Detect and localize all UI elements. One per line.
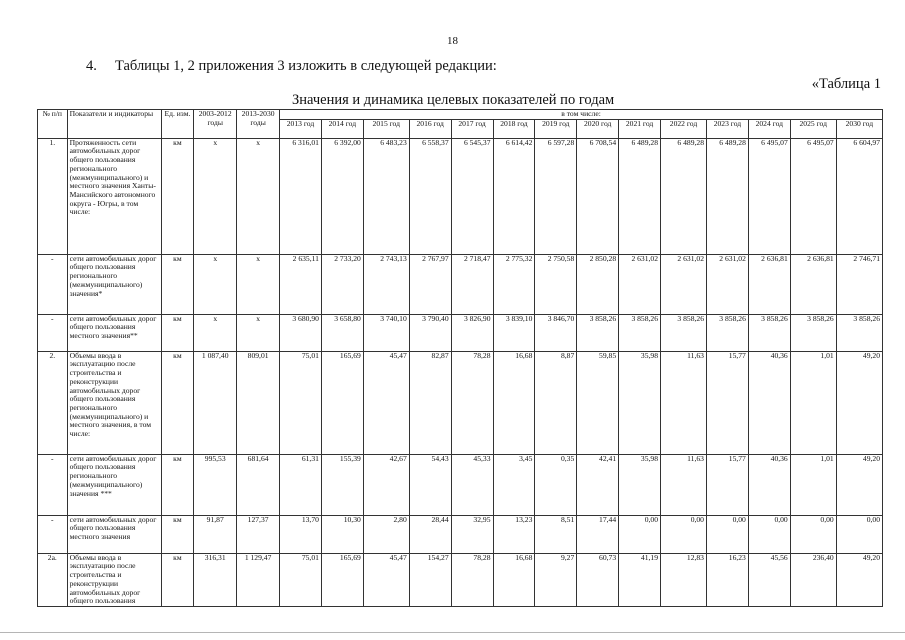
table-row xyxy=(38,351,883,454)
year-value: 0,35 xyxy=(535,454,577,515)
year-value: 40,36 xyxy=(748,454,790,515)
year-value: 2 767,97 xyxy=(409,254,451,314)
year-value: 60,73 xyxy=(577,553,619,606)
row-number: - xyxy=(38,254,68,314)
year-value: 6 558,37 xyxy=(409,138,451,254)
period-2013-2030-value: х xyxy=(237,254,280,314)
year-value: 2 631,02 xyxy=(706,254,748,314)
year-value: 15,77 xyxy=(706,351,748,454)
instruction-text: 4. Таблицы 1, 2 приложения 3 изложить в следующей редакции: xyxy=(86,58,497,74)
year-value: 2 631,02 xyxy=(619,254,661,314)
header-period-2003-2012: 2003-2012 годы xyxy=(194,110,237,139)
header-period-2013-2030: 2013-2030 годы xyxy=(237,110,280,139)
header-num: № п/п xyxy=(38,110,68,139)
table-row xyxy=(38,454,883,515)
header-year: 2017 год xyxy=(451,119,493,138)
year-value: 9,27 xyxy=(535,553,577,606)
year-value: 13,70 xyxy=(280,515,322,553)
period-2003-2012-value: х xyxy=(194,314,237,351)
period-2003-2012-value: 995,53 xyxy=(194,454,237,515)
period-2013-2030-value: 809,01 xyxy=(237,351,280,454)
year-value: 13,23 xyxy=(493,515,535,553)
year-value: 45,56 xyxy=(748,553,790,606)
year-value: 3 858,26 xyxy=(661,314,707,351)
table-row xyxy=(38,553,883,606)
year-value: 17,44 xyxy=(577,515,619,553)
year-value: 45,33 xyxy=(451,454,493,515)
year-value: 28,44 xyxy=(409,515,451,553)
year-value: 16,68 xyxy=(493,553,535,606)
row-number: - xyxy=(38,454,68,515)
unit-cell: км xyxy=(161,138,194,254)
unit-cell: км xyxy=(161,515,194,553)
year-value: 2 746,71 xyxy=(836,254,882,314)
year-value: 35,98 xyxy=(619,351,661,454)
year-value: 32,95 xyxy=(451,515,493,553)
row-number: 1. xyxy=(38,138,68,254)
table-label: «Таблица 1 xyxy=(811,76,881,92)
unit-cell: км xyxy=(161,553,194,606)
year-value: 2 718,47 xyxy=(451,254,493,314)
year-value: 54,43 xyxy=(409,454,451,515)
unit-cell: км xyxy=(161,254,194,314)
year-value: 6 392,00 xyxy=(321,138,363,254)
year-value: 3 790,40 xyxy=(409,314,451,351)
year-value: 78,28 xyxy=(451,351,493,454)
year-value: 2 733,20 xyxy=(321,254,363,314)
year-value: 2 775,32 xyxy=(493,254,535,314)
year-value: 6 495,07 xyxy=(748,138,790,254)
year-value: 3 740,10 xyxy=(363,314,409,351)
year-value: 82,87 xyxy=(409,351,451,454)
year-value: 3 826,90 xyxy=(451,314,493,351)
year-value: 3 858,26 xyxy=(706,314,748,351)
year-value: 78,28 xyxy=(451,553,493,606)
year-value: 236,40 xyxy=(790,553,836,606)
year-value: 40,36 xyxy=(748,351,790,454)
indicator-name: сети автомобильных дорог общего пользования регионального (межмуниципального) значения* xyxy=(67,254,161,314)
table-title: Значения и динамика целевых показателей по годам xyxy=(292,92,615,108)
year-value: 8,87 xyxy=(535,351,577,454)
year-value: 2 850,28 xyxy=(577,254,619,314)
year-value: 12,83 xyxy=(661,553,707,606)
period-2013-2030-value: х xyxy=(237,314,280,351)
page-number: 18 xyxy=(447,35,458,47)
year-value: 49,20 xyxy=(836,454,882,515)
period-2003-2012-value: х xyxy=(194,254,237,314)
header-year: 2016 год xyxy=(409,119,451,138)
year-value: 6 483,23 xyxy=(363,138,409,254)
header-year: 2025 год xyxy=(790,119,836,138)
year-value: 6 489,28 xyxy=(706,138,748,254)
indicators-table xyxy=(37,109,883,607)
year-value: 6 489,28 xyxy=(619,138,661,254)
indicator-name: сети автомобильных дорог общего пользования местного значения xyxy=(67,515,161,553)
table-row xyxy=(38,254,883,314)
header-subtotal: в том числе: xyxy=(280,110,883,120)
year-value: 0,00 xyxy=(619,515,661,553)
year-value: 155,39 xyxy=(321,454,363,515)
year-value: 16,68 xyxy=(493,351,535,454)
table-row xyxy=(38,138,883,254)
header-year: 2023 год xyxy=(706,119,748,138)
year-value: 2,80 xyxy=(363,515,409,553)
year-value: 6 545,37 xyxy=(451,138,493,254)
year-value: 6 614,42 xyxy=(493,138,535,254)
header-year: 2015 год xyxy=(363,119,409,138)
year-value: 6 495,07 xyxy=(790,138,836,254)
header-year: 2024 год xyxy=(748,119,790,138)
year-value: 6 316,01 xyxy=(280,138,322,254)
year-value: 3 846,70 xyxy=(535,314,577,351)
header-year: 2021 год xyxy=(619,119,661,138)
row-number: 2. xyxy=(38,351,68,454)
year-value: 3 858,26 xyxy=(836,314,882,351)
period-2013-2030-value: 681,64 xyxy=(237,454,280,515)
unit-cell: км xyxy=(161,454,194,515)
year-value: 0,00 xyxy=(706,515,748,553)
header-year: 2018 год xyxy=(493,119,535,138)
header-year: 2030 год xyxy=(836,119,882,138)
year-value: 154,27 xyxy=(409,553,451,606)
table-row xyxy=(38,314,883,351)
year-value: 3 858,26 xyxy=(790,314,836,351)
year-value: 3,45 xyxy=(493,454,535,515)
year-value: 10,30 xyxy=(321,515,363,553)
year-value: 2 636,81 xyxy=(790,254,836,314)
indicator-name: сети автомобильных дорог общего пользования местного значения** xyxy=(67,314,161,351)
year-value: 8,51 xyxy=(535,515,577,553)
year-value: 41,19 xyxy=(619,553,661,606)
period-2013-2030-value: 127,37 xyxy=(237,515,280,553)
header-year: 2019 год xyxy=(535,119,577,138)
year-value: 2 743,13 xyxy=(363,254,409,314)
year-value: 1,01 xyxy=(790,351,836,454)
year-value: 2 636,81 xyxy=(748,254,790,314)
year-value: 0,00 xyxy=(661,515,707,553)
row-number: - xyxy=(38,314,68,351)
year-value: 3 858,26 xyxy=(619,314,661,351)
page-bottom-rule xyxy=(0,632,905,633)
year-value: 2 750,58 xyxy=(535,254,577,314)
indicator-name: Объемы ввода в эксплуатацию после строительства и реконструкции автомобильных дорог общего пользования xyxy=(67,553,161,606)
year-value: 2 635,11 xyxy=(280,254,322,314)
indicator-name: Протяженность сети автомобильных дорог общего пользования регионального (межмуниципального) и местного значения Ханты-Мансийского автономного округа - Югры, в том числе: xyxy=(67,138,161,254)
period-2003-2012-value: 316,31 xyxy=(194,553,237,606)
year-value: 0,00 xyxy=(790,515,836,553)
year-value: 3 858,26 xyxy=(577,314,619,351)
header-year: 2014 год xyxy=(321,119,363,138)
year-value: 6 597,28 xyxy=(535,138,577,254)
year-value: 42,67 xyxy=(363,454,409,515)
row-number: 2а. xyxy=(38,553,68,606)
unit-cell: км xyxy=(161,351,194,454)
year-value: 165,69 xyxy=(321,351,363,454)
year-value: 42,41 xyxy=(577,454,619,515)
year-value: 2 631,02 xyxy=(661,254,707,314)
year-value: 3 680,90 xyxy=(280,314,322,351)
header-indicator: Показатели и индикаторы xyxy=(67,110,161,139)
header-year: 2020 год xyxy=(577,119,619,138)
year-value: 3 858,26 xyxy=(748,314,790,351)
indicator-name: Объемы ввода в эксплуатацию после строительства и реконструкции автомобильных дорог общего пользования регионального (межмуниципального) и местного значения, в том числе: xyxy=(67,351,161,454)
year-value: 11,63 xyxy=(661,351,707,454)
header-year: 2013 год xyxy=(280,119,322,138)
period-2003-2012-value: х xyxy=(194,138,237,254)
year-value: 59,85 xyxy=(577,351,619,454)
unit-cell: км xyxy=(161,314,194,351)
year-value: 11,63 xyxy=(661,454,707,515)
header-unit: Ед. изм. xyxy=(161,110,194,139)
year-value: 3 658,80 xyxy=(321,314,363,351)
year-value: 75,01 xyxy=(280,351,322,454)
year-value: 6 604,97 xyxy=(836,138,882,254)
year-value: 1,01 xyxy=(790,454,836,515)
table-row xyxy=(38,515,883,553)
year-value: 6 489,28 xyxy=(661,138,707,254)
year-value: 45,47 xyxy=(363,553,409,606)
year-value: 61,31 xyxy=(280,454,322,515)
year-value: 6 708,54 xyxy=(577,138,619,254)
year-value: 165,69 xyxy=(321,553,363,606)
year-value: 15,77 xyxy=(706,454,748,515)
year-value: 0,00 xyxy=(836,515,882,553)
year-value: 49,20 xyxy=(836,351,882,454)
header-year: 2022 год xyxy=(661,119,707,138)
period-2013-2030-value: 1 129,47 xyxy=(237,553,280,606)
year-value: 45,47 xyxy=(363,351,409,454)
period-2003-2012-value: 1 087,40 xyxy=(194,351,237,454)
year-value: 35,98 xyxy=(619,454,661,515)
year-value: 16,23 xyxy=(706,553,748,606)
year-value: 0,00 xyxy=(748,515,790,553)
year-value: 3 839,10 xyxy=(493,314,535,351)
row-number: - xyxy=(38,515,68,553)
period-2013-2030-value: х xyxy=(237,138,280,254)
period-2003-2012-value: 91,87 xyxy=(194,515,237,553)
indicator-name: сети автомобильных дорог общего пользования регионального (межмуниципального) значения *** xyxy=(67,454,161,515)
year-value: 49,20 xyxy=(836,553,882,606)
year-value: 75,01 xyxy=(280,553,322,606)
